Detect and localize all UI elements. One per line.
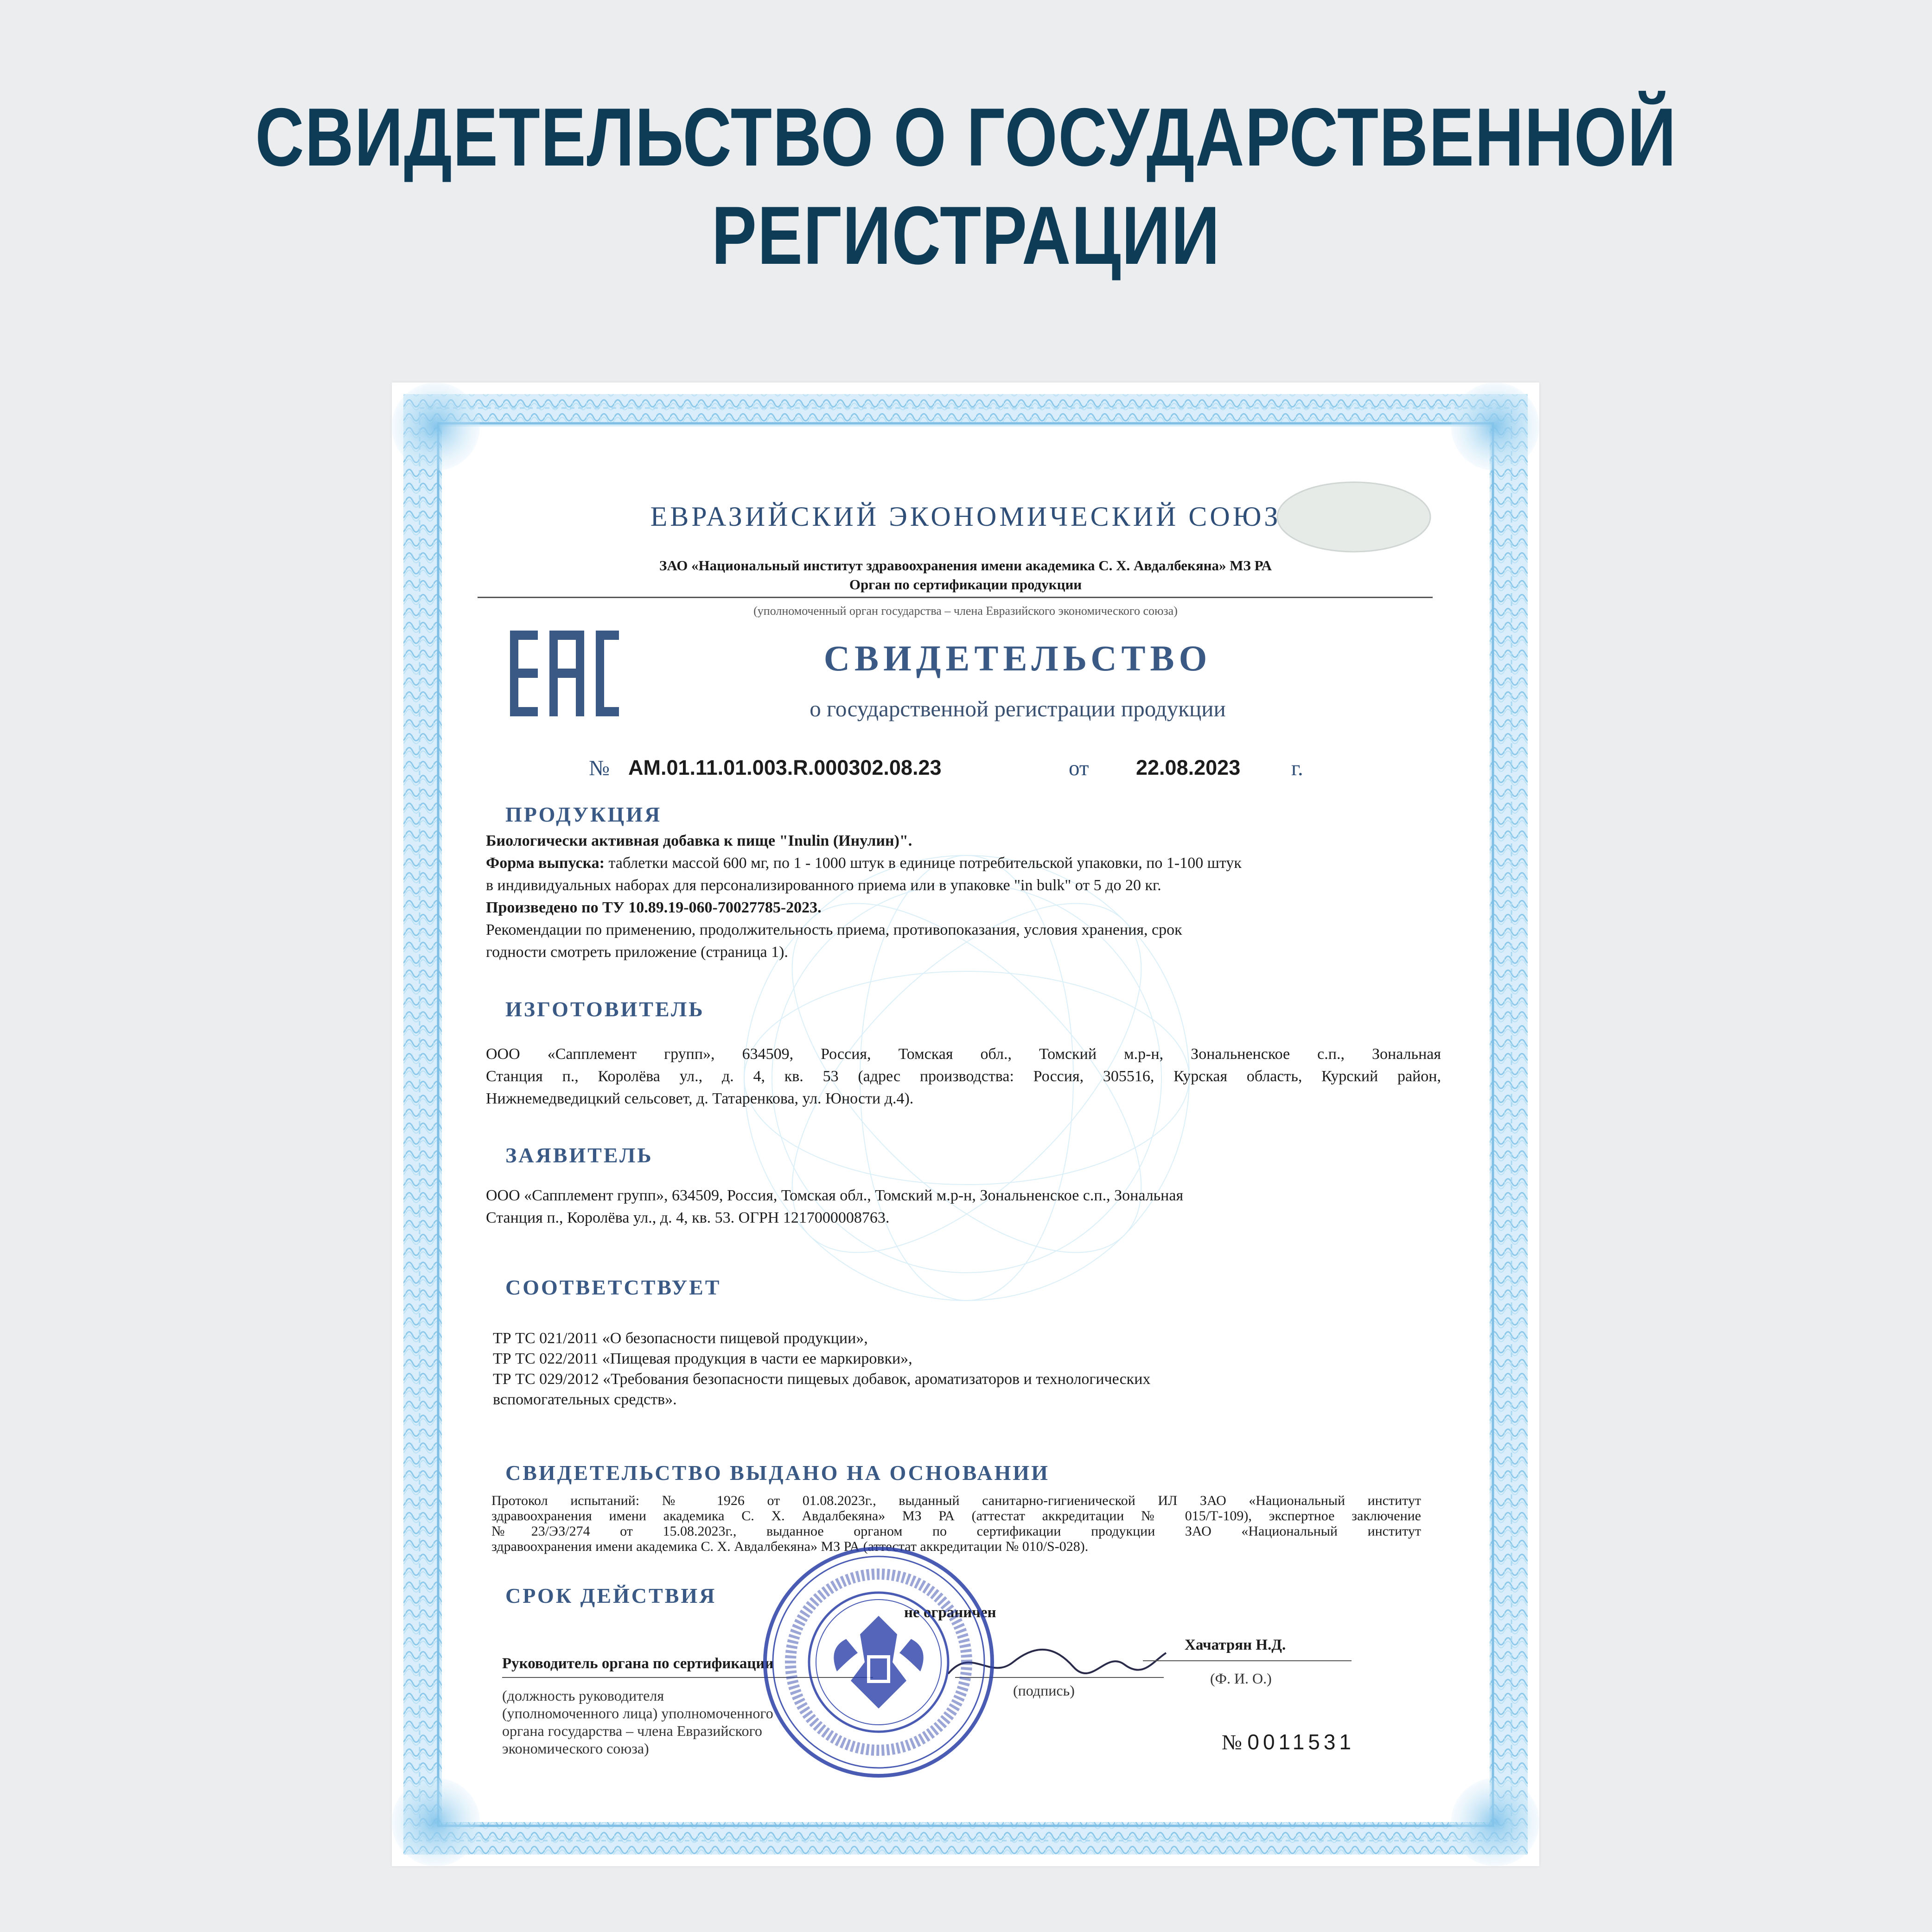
product-form	[486, 852, 1441, 874]
date-label: от	[1069, 756, 1089, 780]
signature-caption: (подпись)	[1013, 1682, 1075, 1699]
conformity-heading: СООТВЕТСТВУЕТ	[505, 1275, 721, 1299]
fio-caption: (Ф. И. О.)	[1210, 1670, 1272, 1687]
applicant-line2: Станция п., Королёва ул., д. 4, кв. 53. ОГРН 1217000008763.	[486, 1209, 890, 1226]
manufacturer-line1: ООО «Сапплемент групп», 634509, Россия, Томская обл., Томский м.р-н, Зональненское с.п., Зональная	[486, 1046, 1441, 1063]
product-heading: ПРОДУКЦИЯ	[505, 803, 662, 826]
conformity-line4: вспомогательных средств».	[493, 1391, 677, 1408]
form-line1: таблетки массой 600 мг, по 1 - 1000 штук в единице потребительской упаковки, по 1-100 штук	[608, 854, 1242, 872]
page-title-line2: РЕГИСТРАЦИИ	[711, 189, 1221, 281]
applicant-section	[486, 1185, 1358, 1229]
signatory-name: Хачатрян Н.Д.	[1185, 1637, 1286, 1653]
serial-block	[1222, 1729, 1355, 1754]
role-caption-line3: органа государства – члена Евразийского	[502, 1722, 762, 1739]
role-caption-line2: (уполномоченного лица) уполномоченного	[502, 1705, 773, 1722]
applicant-line1: ООО «Сапплемент групп», 634509, Россия, Томская обл., Томский м.р-н, Зональненское с.п., Зональная	[486, 1187, 1184, 1204]
conformity-line2: ТР ТС 022/2011 «Пищевая продукция в части ее маркировки»,	[493, 1350, 912, 1367]
authorized-note: (уполномоченный орган государства – члена Евразийского экономического союза)	[753, 604, 1178, 618]
basis-line3: №23/ЭЗ/274 от 15.08.2023г., выданное органом по сертификации продукции ЗАО «Национальный институт	[491, 1524, 1421, 1539]
serial-number: 0011531	[1247, 1730, 1355, 1754]
certificate-content	[392, 383, 1539, 1866]
product-section	[486, 830, 1441, 963]
role-caption	[502, 1687, 773, 1757]
basis-line4: здравоохранения имени академика С. Х. Авдалбекяна» МЗ РА (аттестат аккредитации № 010/S-028).	[491, 1539, 1089, 1554]
serial-label: №	[1222, 1730, 1242, 1754]
form-line2: в индивидуальных наборах для персонализированного приема или в упаковке "in bulk" от 5 до 20 кг.	[486, 877, 1161, 894]
certification-body: Орган по сертификации продукции	[849, 576, 1082, 593]
page-title	[174, 88, 1758, 285]
institute-name: ЗАО «Национальный институт здравоохранения имени академика С. Х. Авдалбекяна» МЗ РА	[659, 557, 1272, 574]
manufacturer-heading: ИЗГОТОВИТЕЛЬ	[505, 997, 705, 1021]
conformity-section	[493, 1328, 1327, 1410]
certificate-number: AM.01.11.01.003.R.000302.08.23	[628, 756, 942, 779]
basis-line1: Протокол испытаний: № 1926 от 01.08.2023г., выданный санитарно-гигиенической ИЛ ЗАО «Национальный институт	[491, 1493, 1421, 1508]
manufacturer-section	[486, 1043, 1441, 1110]
produced-by: Произведено по ТУ 10.89.19-060-70027785-2023.	[486, 899, 822, 916]
year-suffix: г.	[1291, 756, 1303, 780]
signatory-role: Руководитель органа по сертификации	[502, 1655, 774, 1672]
recommendations-line1: Рекомендации по применению, продолжительность приема, противопоказания, условия хранения, срок	[486, 921, 1182, 938]
basis-line2: здравоохранения имени академика С. Х. Авдалбекяна» МЗ РА (аттестат аккредитации № 015/Т-109), экспертное заключение	[491, 1508, 1421, 1524]
conformity-line1: ТР ТС 021/2011 «О безопасности пищевой продукции»,	[493, 1330, 868, 1347]
number-label: №	[589, 756, 610, 780]
role-caption-line4: экономического союза)	[502, 1740, 649, 1757]
manufacturer-line2: Станция п., Королёва ул., д. 4, кв. 53 (адрес производства: Россия, 305516, Курская область, Курский район,	[486, 1068, 1441, 1085]
name-underline	[1143, 1660, 1352, 1661]
product-name: Биологически активная добавка к пище "Inulin (Инулин)".	[486, 832, 912, 849]
conformity-line3: ТР ТС 029/2012 «Требования безопасности пищевых добавок, ароматизаторов и технологических	[493, 1371, 1151, 1388]
recommendations-line2: годности смотреть приложение (страница 1).	[486, 944, 788, 961]
validity-value: не ограничен	[904, 1604, 996, 1621]
header-divider	[478, 597, 1433, 598]
certificate-title: СВИДЕТЕЛЬСТВО	[823, 638, 1212, 678]
union-heading: ЕВРАЗИЙСКИЙ ЭКОНОМИЧЕСКИЙ СОЮЗ	[650, 501, 1281, 532]
basis-heading: СВИДЕТЕЛЬСТВО ВЫДАНО НА ОСНОВАНИИ	[505, 1461, 1050, 1485]
page-title-line1: СВИДЕТЕЛЬСТВО О ГОСУДАРСТВЕННОЙ	[255, 91, 1677, 183]
applicant-heading: ЗАЯВИТЕЛЬ	[505, 1143, 653, 1167]
certificate-date: 22.08.2023	[1136, 756, 1241, 779]
certificate-subtitle: о государственной регистрации продукции	[810, 696, 1226, 721]
form-label: Форма выпуска:	[486, 854, 605, 872]
role-caption-line1: (должность руководителя	[502, 1687, 664, 1704]
manufacturer-line3: Нижнемедведицкий сельсовет, д. Татаренкова, ул. Юности д.4).	[486, 1090, 914, 1107]
official-seal	[758, 1542, 999, 1783]
eac-logo-icon	[510, 631, 619, 716]
certificate-document	[392, 383, 1539, 1866]
validity-heading: СРОК ДЕЙСТВИЯ	[505, 1584, 717, 1607]
